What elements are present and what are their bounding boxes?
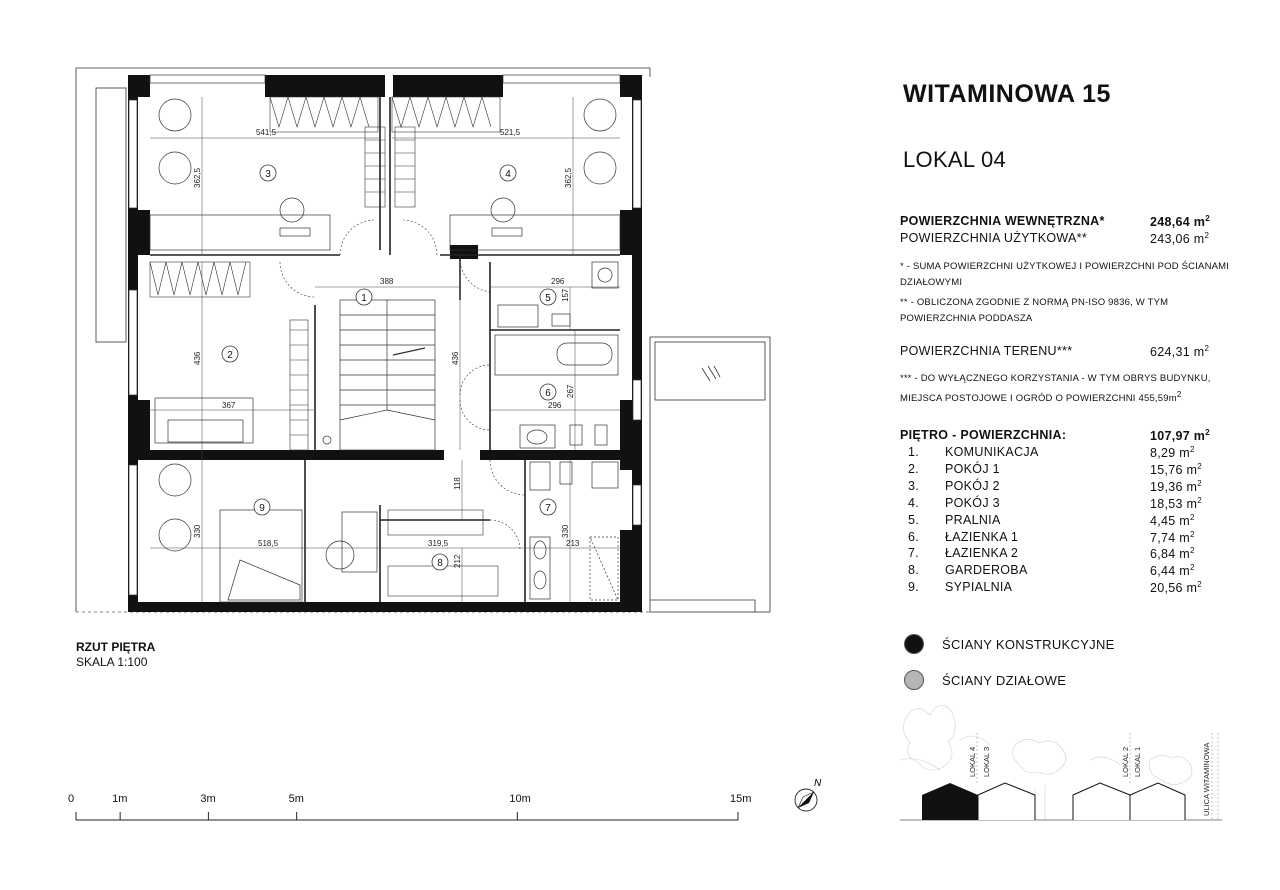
- legend-partition: [904, 670, 1066, 690]
- room-area: 15,76 $m^2$: [1150, 461, 1203, 478]
- legend-structural: [904, 634, 1115, 654]
- floor-area-value: 107,97 m: [1150, 429, 1206, 444]
- room-name: ŁAZIENKA 1: [945, 529, 1019, 544]
- room-area: 8,29 $m^2$: [1150, 445, 1195, 461]
- room-row: [908, 513, 1220, 531]
- room-area: 20,56 $m^2$: [1150, 580, 1203, 596]
- room-index: 1.: [908, 445, 920, 459]
- note-2: ** - OBLICZONA ZGODNIE Z NORMĄ PN-ISO 9836, W TYM POWIERZCHNIA PODDASZA: [900, 297, 1169, 324]
- structural-wall-swatch: [904, 634, 924, 654]
- room-row: [908, 546, 1220, 564]
- section-label: LOKAL 3: [982, 746, 991, 777]
- room-number: 5: [545, 293, 551, 304]
- internal-area-label: POWIERZCHNIA WEWNĘTRZNA*: [900, 214, 1105, 228]
- room-row: [908, 479, 1220, 497]
- internal-area-value: 248,64 m: [1150, 215, 1206, 230]
- land-area-label: POWIERZCHNIA TERENU***: [900, 344, 1073, 358]
- dimension-label: 541,5: [256, 128, 277, 137]
- floor-area-row: PIĘTRO - POWIERZCHNIA: 107,97 $m^2$: [900, 428, 1210, 444]
- dimension-label: 296: [551, 277, 565, 286]
- dimension-label: 330: [561, 524, 570, 538]
- room-index: 8.: [908, 563, 920, 578]
- room-row: [908, 462, 1220, 480]
- room-index: 5.: [908, 512, 920, 527]
- room-name: ŁAZIENKA 2: [945, 546, 1019, 561]
- room-row: [908, 530, 1220, 548]
- legend-partition-label: ŚCIANY DZIAŁOWE: [942, 672, 1067, 688]
- room-row: [908, 445, 1220, 463]
- scale-label: 10m: [509, 793, 531, 805]
- dimension-label: 521,5: [500, 128, 521, 137]
- room-number: 2: [227, 350, 233, 361]
- north-arrow-icon: [795, 778, 822, 811]
- dimension-label: 436: [451, 351, 460, 365]
- room-name: PRALNIA: [945, 512, 1001, 527]
- land-area-value: 624,31 m: [1150, 345, 1205, 360]
- room-name: POKÓJ 1: [945, 461, 1000, 476]
- room-number: 1: [361, 293, 367, 304]
- room-index: 3.: [908, 478, 920, 493]
- dimension-label: 388: [380, 277, 394, 286]
- room-name: GARDEROBA: [945, 563, 1028, 578]
- dimension-label: 518,5: [258, 539, 279, 548]
- room-index: 7.: [908, 546, 920, 561]
- room-number: 8: [437, 558, 443, 569]
- usable-area-value: 243,06 m: [1150, 232, 1205, 247]
- room-number: 6: [545, 388, 551, 399]
- section-label: LOKAL 4: [968, 746, 977, 777]
- room-area: 19,36 $m^2$: [1150, 478, 1203, 494]
- unit-name: LOKAL 04: [903, 147, 1007, 172]
- room-row: [908, 563, 1220, 581]
- plan-caption-title: RZUT PIĘTRA: [76, 640, 156, 654]
- dimension-label: 330: [193, 524, 202, 538]
- room-index: 9.: [908, 580, 920, 595]
- dimension-label: 212: [453, 554, 462, 568]
- page-title: WITAMINOWA 15: [903, 80, 1111, 108]
- room-name: KOMUNIKACJA: [945, 445, 1039, 459]
- dimension-label: 367: [222, 401, 236, 410]
- partition-wall-swatch: [904, 670, 924, 690]
- scale-label: 0: [68, 793, 75, 805]
- section-label: ULICA WITAMINOWA: [1202, 742, 1211, 816]
- room-index: 6.: [908, 529, 920, 544]
- staircase: [323, 300, 435, 450]
- skylight-icon: [702, 366, 720, 381]
- legend-structural-label: ŚCIANY KONSTRUKCYJNE: [942, 636, 1115, 652]
- dimension-label: 436: [193, 351, 202, 365]
- room-number: 9: [259, 503, 265, 514]
- section-label: LOKAL 2: [1121, 746, 1130, 777]
- north-label: N: [814, 778, 822, 789]
- room-number: 7: [545, 503, 551, 514]
- plan-caption-scale: SKALA 1:100: [76, 655, 148, 669]
- site-section-drawing: [900, 705, 1222, 820]
- room-row: [908, 580, 1220, 598]
- room-index: 2.: [908, 461, 920, 476]
- section-label: LOKAL 1: [1133, 746, 1142, 777]
- room-area: 7,74 $m^2$: [1150, 529, 1195, 545]
- scale-label: 5m: [288, 793, 304, 805]
- room-area: 18,53 $m^2$: [1150, 495, 1203, 511]
- room-area: 4,45 $m^2$: [1150, 512, 1195, 528]
- room-number: 4: [505, 169, 511, 180]
- dimension-label: 362,5: [564, 167, 573, 188]
- room-name: POKÓJ 3: [945, 495, 1000, 510]
- scale-label: 1m: [112, 793, 128, 805]
- wardrobes: [150, 97, 500, 596]
- dimension-label: 362,5: [193, 167, 202, 188]
- scale-bar: [76, 812, 738, 820]
- internal-area-row: POWIERZCHNIA WEWNĘTRZNA* 248,64 $m^2$: [900, 214, 1210, 230]
- usable-area-row: POWIERZCHNIA UŻYTKOWA** 243,06 $m^2$: [900, 231, 1210, 247]
- room-number: 3: [265, 169, 271, 180]
- floor-area-label: PIĘTRO - POWIERZCHNIA:: [900, 428, 1067, 442]
- lot-outline: [76, 68, 770, 612]
- note-3: *** - DO WYŁĄCZNEGO KORZYSTANIA - W TYM OBRYS BUDYNKU, MIEJSCA POSTOJOWE I OGRÓD O POWIERZCHNI $455,59m^2$: [900, 373, 1211, 405]
- room-index: 4.: [908, 495, 920, 510]
- room-name: POKÓJ 2: [945, 478, 1000, 493]
- room-area: 6,84 $m^2$: [1150, 546, 1195, 562]
- room-name: SYPIALNIA: [945, 580, 1013, 595]
- dimension-label: 213: [566, 539, 580, 548]
- usable-area-label: POWIERZCHNIA UŻYTKOWA**: [900, 231, 1088, 245]
- dimension-label: 267: [566, 384, 575, 398]
- dimension-label: 296: [548, 401, 562, 410]
- room-number-circles: [222, 165, 556, 570]
- dimension-labels: [193, 128, 580, 568]
- room-area: 6,44 $m^2$: [1150, 563, 1195, 579]
- bathroom-fixtures: [495, 262, 618, 600]
- dimension-label: 118: [453, 477, 462, 490]
- dimension-label: 319,5: [428, 539, 449, 548]
- land-area-row: POWIERZCHNIA TERENU*** 624,31 $m^2$: [900, 344, 1210, 360]
- note-1: * - SUMA POWIERZCHNI UŻYTKOWEJ I POWIERZCHNI POD ŚCIANAMI DZIAŁOWYMI: [900, 261, 1230, 288]
- dimension-label: 157: [561, 288, 570, 302]
- scale-label: 3m: [200, 793, 216, 805]
- scale-label: 15m: [730, 793, 752, 805]
- room-row: [908, 496, 1220, 514]
- door-swings: [280, 220, 525, 550]
